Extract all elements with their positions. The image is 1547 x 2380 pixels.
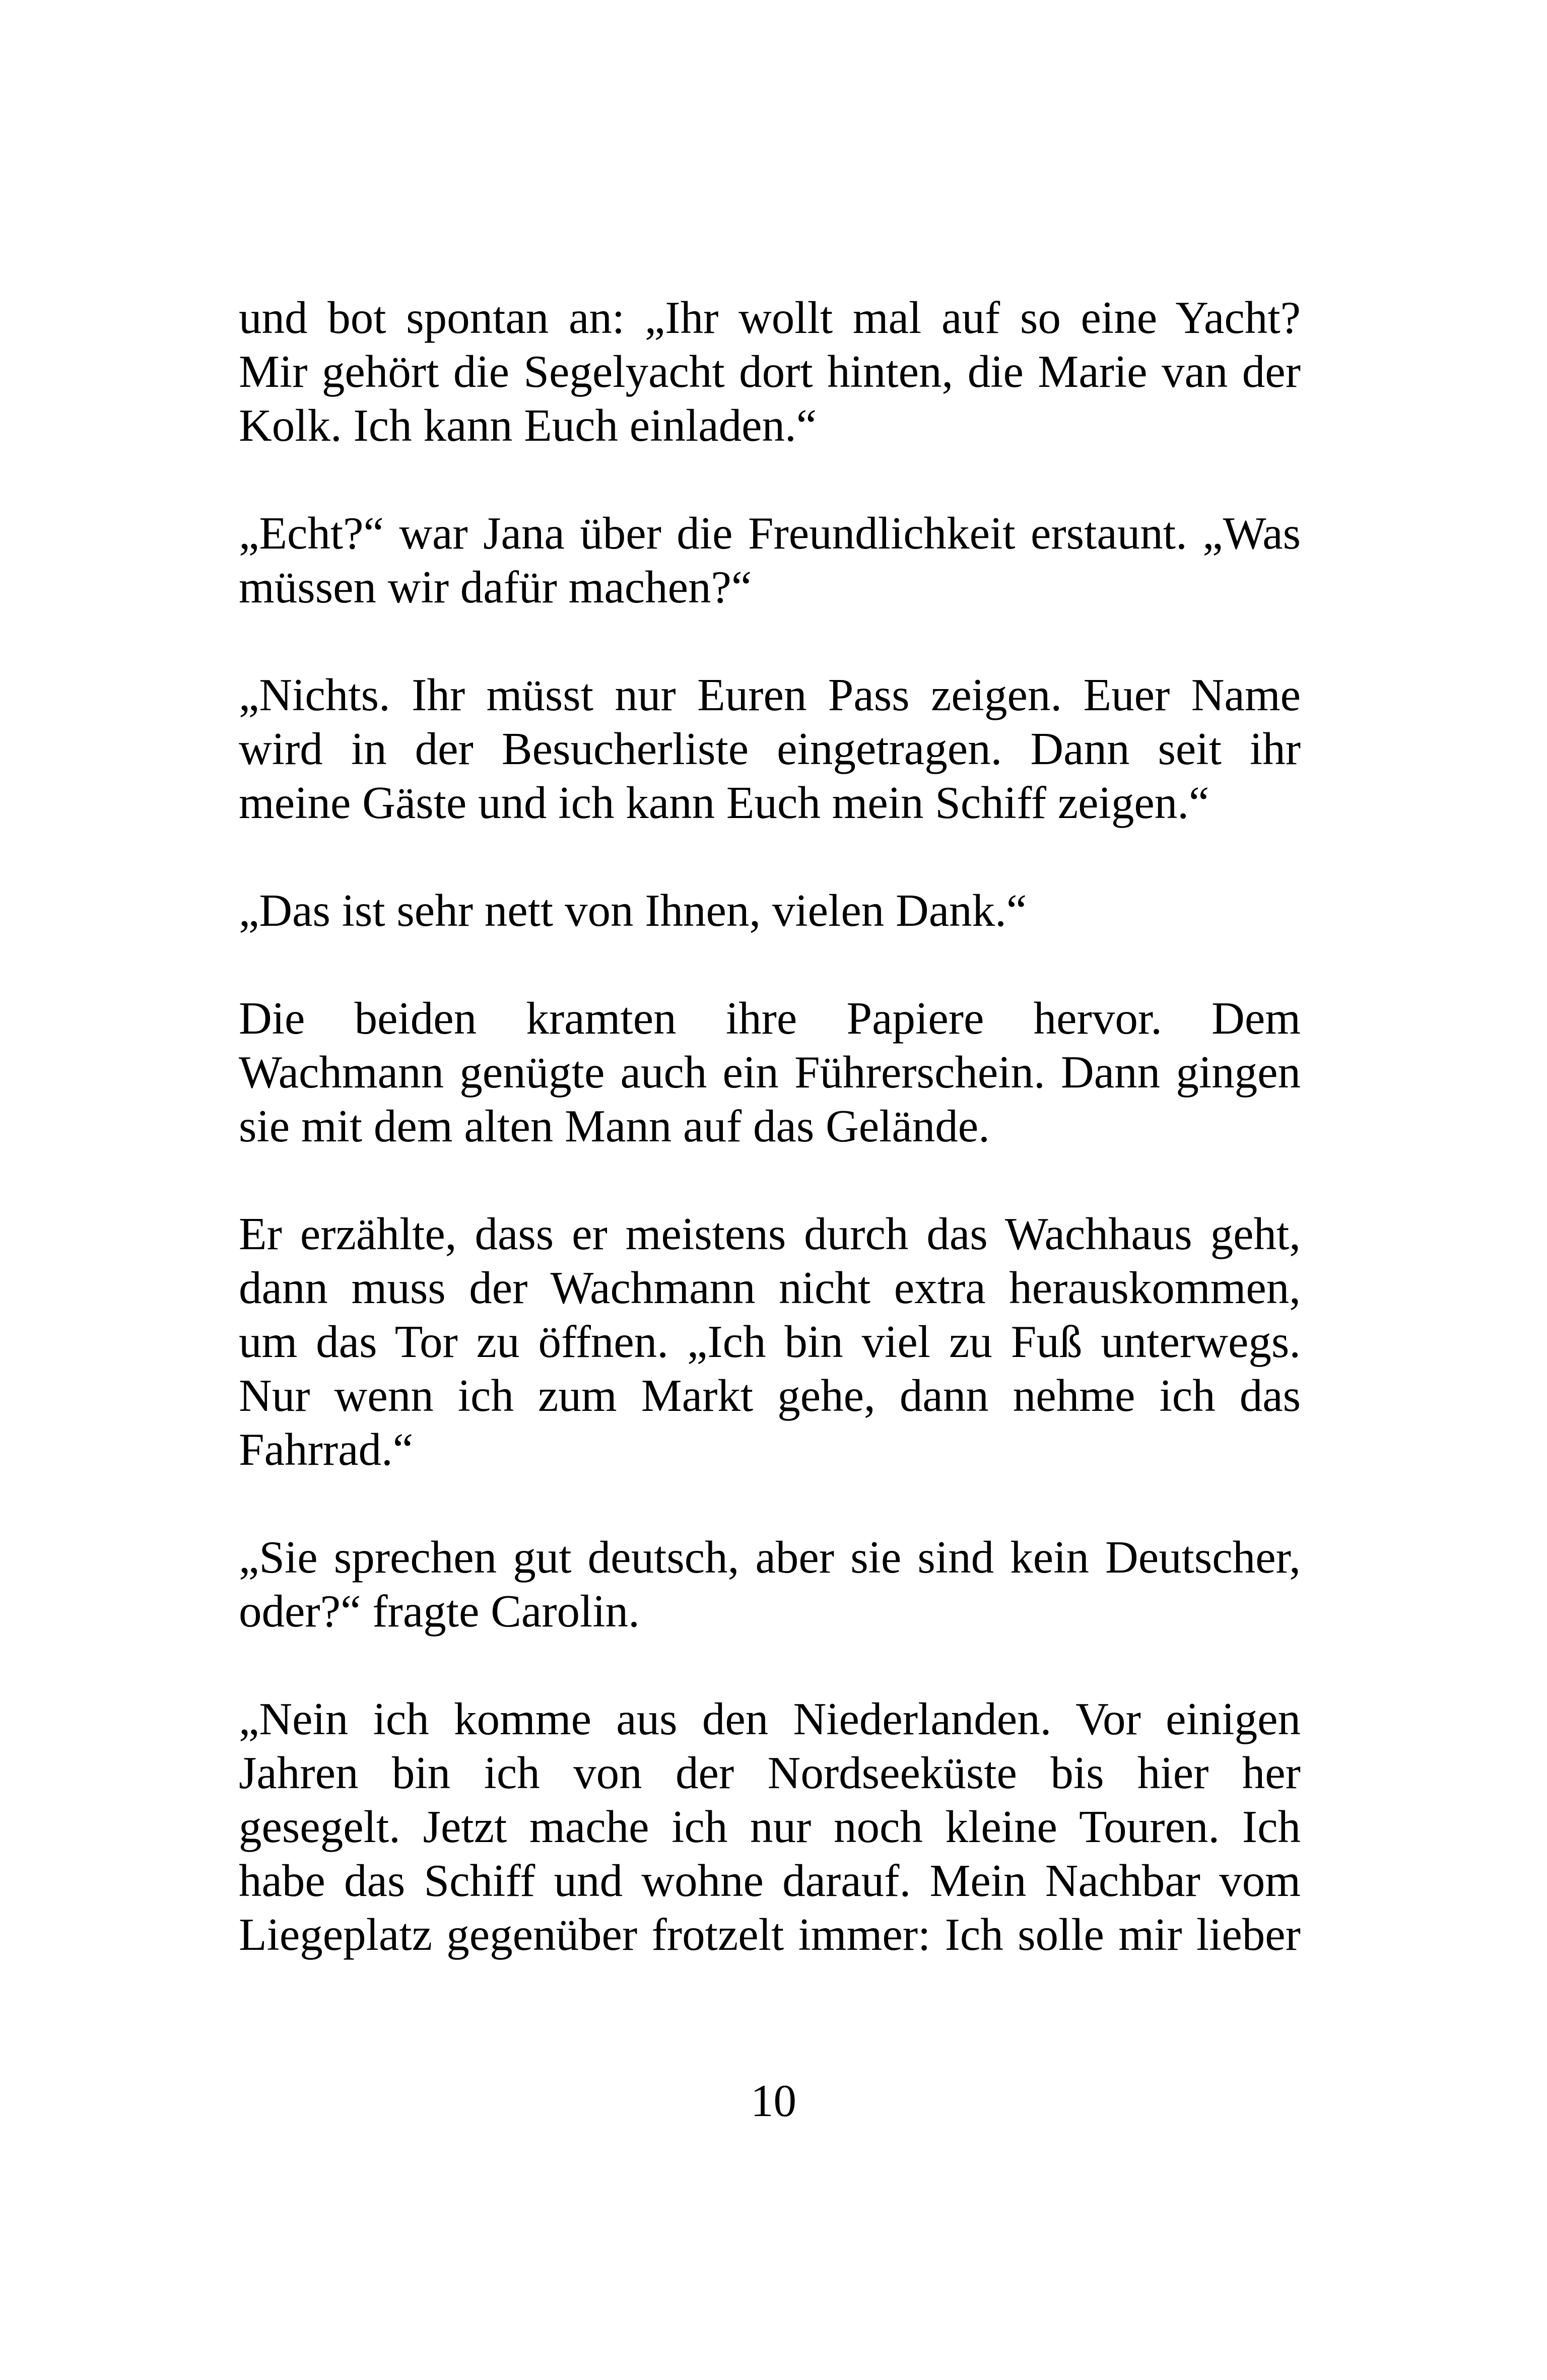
paragraph (239, 291, 1301, 452)
text-line: müssen wir dafür machen?“ (239, 562, 752, 613)
text-line: um das Tor zu öffnen. „Ich bin viel zu Fuß unterwegs. (239, 1316, 1301, 1367)
paragraph-gap (239, 1153, 1301, 1207)
paragraph (239, 1692, 1301, 1961)
page-number: 10 (751, 2075, 796, 2126)
paragraph (239, 506, 1301, 614)
paragraph (239, 1207, 1301, 1476)
body-text (239, 291, 1301, 1961)
paragraph-gap (239, 1638, 1301, 1692)
text-line: und bot spontan an: „Ihr wollt mal auf so eine Yacht? (239, 292, 1301, 343)
text-line: wird in der Besucherliste eingetragen. Dann seit ihr (239, 723, 1301, 774)
paragraph-gap (239, 452, 1301, 506)
text-line: „Echt?“ war Jana über die Freundlichkeit erstaunt. „Was (239, 508, 1301, 559)
text-line: gesegelt. Jetzt mache ich nur noch kleine Touren. Ich (239, 1801, 1301, 1852)
text-line: „Sie sprechen gut deutsch, aber sie sind kein Deutscher, (239, 1532, 1301, 1583)
text-line: Wachmann genügte auch ein Führerschein. Dann gingen (239, 1047, 1301, 1098)
paragraph-gap (239, 614, 1301, 668)
text-line: dann muss der Wachmann nicht extra herauskommen, (239, 1262, 1301, 1313)
text-line: sie mit dem alten Mann auf das Gelände. (239, 1101, 990, 1151)
paragraph-gap (239, 830, 1301, 883)
paragraph (239, 1530, 1301, 1638)
paragraph (239, 883, 1301, 937)
text-line: Fahrrad.“ (239, 1424, 414, 1475)
paragraph (239, 668, 1301, 830)
text-line: „Das ist sehr nett von Ihnen, vielen Dank.“ (239, 885, 1027, 936)
text-line: meine Gäste und ich kann Euch mein Schiff zeigen.“ (239, 777, 1209, 828)
text-line: Jahren bin ich von der Nordseeküste bis hier her (239, 1747, 1301, 1798)
paragraph-gap (239, 937, 1301, 991)
text-line: habe das Schiff und wohne darauf. Mein Nachbar vom (239, 1855, 1301, 1906)
text-line: Liegeplatz gegenüber frotzelt immer: Ich solle mir lieber (239, 1909, 1301, 1960)
paragraph (239, 991, 1301, 1153)
text-line: Kolk. Ich kann Euch einladen.“ (239, 400, 817, 451)
text-line: Nur wenn ich zum Markt gehe, dann nehme ich das (239, 1370, 1301, 1421)
text-line: „Nichts. Ihr müsst nur Euren Pass zeigen. Euer Name (239, 669, 1301, 720)
text-line: Mir gehört die Segelyacht dort hinten, die Marie van der (239, 346, 1301, 397)
paragraph-gap (239, 1476, 1301, 1530)
text-line: Er erzählte, dass er meistens durch das Wachhaus geht, (239, 1208, 1301, 1259)
text-line: Die beiden kramten ihre Papiere hervor. Dem (239, 993, 1301, 1044)
text-line: „Nein ich komme aus den Niederlanden. Vor einigen (239, 1693, 1301, 1744)
text-line: oder?“ fragte Carolin. (239, 1586, 640, 1637)
